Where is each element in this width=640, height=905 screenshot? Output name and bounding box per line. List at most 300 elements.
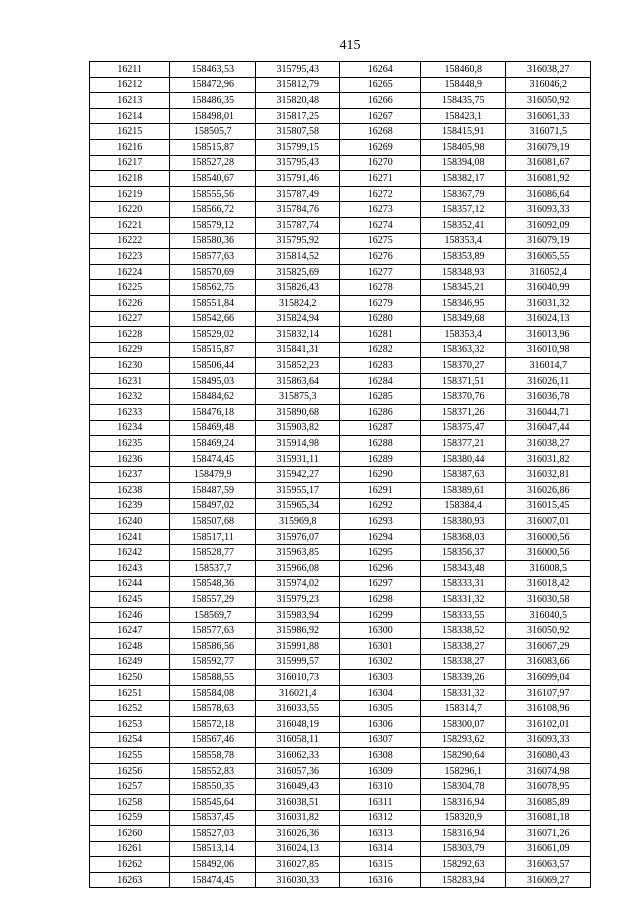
y-coordinate-right: 316000,56 bbox=[506, 545, 591, 561]
x-coordinate-left: 158552,83 bbox=[170, 763, 256, 779]
y-coordinate-left: 316024,13 bbox=[255, 841, 340, 857]
x-coordinate-right: 158333,55 bbox=[420, 607, 506, 623]
point-number-right: 16299 bbox=[340, 607, 420, 623]
table-row bbox=[90, 685, 591, 701]
x-coordinate-left: 158542,66 bbox=[170, 311, 256, 327]
y-coordinate-left: 315841,31 bbox=[255, 342, 340, 358]
x-coordinate-right: 158303,79 bbox=[420, 841, 506, 857]
table-row bbox=[90, 233, 591, 249]
point-number-right: 16302 bbox=[340, 654, 420, 670]
point-number-left: 16261 bbox=[90, 841, 170, 857]
x-coordinate-left: 158578,63 bbox=[170, 701, 256, 717]
point-number-left: 16246 bbox=[90, 607, 170, 623]
x-coordinate-right: 158377,21 bbox=[420, 436, 506, 452]
point-number-left: 16230 bbox=[90, 358, 170, 374]
x-coordinate-right: 158331,32 bbox=[420, 592, 506, 608]
x-coordinate-right: 158405,98 bbox=[420, 139, 506, 155]
x-coordinate-right: 158371,26 bbox=[420, 405, 506, 421]
point-number-right: 16308 bbox=[340, 748, 420, 764]
x-coordinate-left: 158588,55 bbox=[170, 670, 256, 686]
x-coordinate-left: 158474,45 bbox=[170, 451, 256, 467]
table-row bbox=[90, 716, 591, 732]
x-coordinate-left: 158555,56 bbox=[170, 186, 256, 202]
x-coordinate-left: 158540,67 bbox=[170, 171, 256, 187]
x-coordinate-left: 158586,56 bbox=[170, 638, 256, 654]
y-coordinate-left: 315991,88 bbox=[255, 638, 340, 654]
x-coordinate-right: 158423,1 bbox=[420, 108, 506, 124]
y-coordinate-left: 315890,68 bbox=[255, 405, 340, 421]
x-coordinate-left: 158463,53 bbox=[170, 62, 256, 78]
table-row bbox=[90, 373, 591, 389]
y-coordinate-left: 315976,07 bbox=[255, 529, 340, 545]
y-coordinate-left: 315817,25 bbox=[255, 108, 340, 124]
point-number-left: 16236 bbox=[90, 451, 170, 467]
point-number-left: 16244 bbox=[90, 576, 170, 592]
y-coordinate-left: 316058,11 bbox=[255, 732, 340, 748]
point-number-left: 16217 bbox=[90, 155, 170, 171]
point-number-right: 16295 bbox=[340, 545, 420, 561]
y-coordinate-left: 315914,98 bbox=[255, 436, 340, 452]
point-number-right: 16307 bbox=[340, 732, 420, 748]
point-number-left: 16221 bbox=[90, 217, 170, 233]
y-coordinate-left: 316027,85 bbox=[255, 857, 340, 873]
y-coordinate-right: 316050,92 bbox=[506, 93, 591, 109]
y-coordinate-right: 316015,45 bbox=[506, 498, 591, 514]
table-row bbox=[90, 857, 591, 873]
y-coordinate-right: 316008,5 bbox=[506, 561, 591, 577]
y-coordinate-left: 315784,76 bbox=[255, 202, 340, 218]
point-number-left: 16239 bbox=[90, 498, 170, 514]
table-row bbox=[90, 545, 591, 561]
x-coordinate-right: 158367,79 bbox=[420, 186, 506, 202]
y-coordinate-left: 316026,36 bbox=[255, 826, 340, 842]
x-coordinate-left: 158567,46 bbox=[170, 732, 256, 748]
x-coordinate-left: 158529,02 bbox=[170, 327, 256, 343]
table-row bbox=[90, 77, 591, 93]
y-coordinate-right: 316083,66 bbox=[506, 654, 591, 670]
x-coordinate-right: 158314,7 bbox=[420, 701, 506, 717]
y-coordinate-left: 315875,3 bbox=[255, 389, 340, 405]
point-number-left: 16225 bbox=[90, 280, 170, 296]
y-coordinate-right: 316102,01 bbox=[506, 716, 591, 732]
point-number-right: 16314 bbox=[340, 841, 420, 857]
table-row bbox=[90, 124, 591, 140]
point-number-left: 16257 bbox=[90, 779, 170, 795]
point-number-left: 16251 bbox=[90, 685, 170, 701]
x-coordinate-right: 158435,75 bbox=[420, 93, 506, 109]
x-coordinate-left: 158551,84 bbox=[170, 295, 256, 311]
y-coordinate-right: 316071,26 bbox=[506, 826, 591, 842]
point-number-left: 16249 bbox=[90, 654, 170, 670]
table-row bbox=[90, 93, 591, 109]
point-number-right: 16309 bbox=[340, 763, 420, 779]
y-coordinate-right: 316036,78 bbox=[506, 389, 591, 405]
point-number-right: 16300 bbox=[340, 623, 420, 639]
x-coordinate-left: 158498,01 bbox=[170, 108, 256, 124]
y-coordinate-left: 315825,69 bbox=[255, 264, 340, 280]
y-coordinate-right: 316081,92 bbox=[506, 171, 591, 187]
x-coordinate-right: 158387,63 bbox=[420, 467, 506, 483]
table-row bbox=[90, 701, 591, 717]
point-number-right: 16264 bbox=[340, 62, 420, 78]
point-number-left: 16213 bbox=[90, 93, 170, 109]
x-coordinate-right: 158389,61 bbox=[420, 483, 506, 499]
point-number-right: 16271 bbox=[340, 171, 420, 187]
table-row bbox=[90, 670, 591, 686]
y-coordinate-right: 316010,98 bbox=[506, 342, 591, 358]
y-coordinate-right: 316074,98 bbox=[506, 763, 591, 779]
table-row bbox=[90, 280, 591, 296]
point-number-right: 16282 bbox=[340, 342, 420, 358]
point-number-left: 16215 bbox=[90, 124, 170, 140]
point-number-left: 16252 bbox=[90, 701, 170, 717]
x-coordinate-right: 158349,68 bbox=[420, 311, 506, 327]
y-coordinate-right: 316107,97 bbox=[506, 685, 591, 701]
table-row bbox=[90, 155, 591, 171]
table-row bbox=[90, 529, 591, 545]
x-coordinate-right: 158363,32 bbox=[420, 342, 506, 358]
x-coordinate-right: 158338,52 bbox=[420, 623, 506, 639]
y-coordinate-right: 316038,27 bbox=[506, 436, 591, 452]
table-row bbox=[90, 389, 591, 405]
y-coordinate-right: 316013,96 bbox=[506, 327, 591, 343]
table-row bbox=[90, 872, 591, 888]
x-coordinate-left: 158569,7 bbox=[170, 607, 256, 623]
x-coordinate-left: 158487,59 bbox=[170, 483, 256, 499]
table-row bbox=[90, 186, 591, 202]
y-coordinate-left: 315979,23 bbox=[255, 592, 340, 608]
x-coordinate-right: 158338,27 bbox=[420, 638, 506, 654]
y-coordinate-right: 316044,71 bbox=[506, 405, 591, 421]
point-number-left: 16235 bbox=[90, 436, 170, 452]
x-coordinate-left: 158579,12 bbox=[170, 217, 256, 233]
y-coordinate-left: 315814,52 bbox=[255, 249, 340, 265]
point-number-left: 16223 bbox=[90, 249, 170, 265]
y-coordinate-left: 316031,82 bbox=[255, 810, 340, 826]
y-coordinate-left: 315963,85 bbox=[255, 545, 340, 561]
table-row bbox=[90, 826, 591, 842]
y-coordinate-right: 316018,42 bbox=[506, 576, 591, 592]
table-row bbox=[90, 467, 591, 483]
x-coordinate-right: 158353,4 bbox=[420, 233, 506, 249]
y-coordinate-left: 316010,73 bbox=[255, 670, 340, 686]
y-coordinate-left: 315983,94 bbox=[255, 607, 340, 623]
point-number-right: 16269 bbox=[340, 139, 420, 155]
y-coordinate-left: 315852,23 bbox=[255, 358, 340, 374]
table-row bbox=[90, 436, 591, 452]
y-coordinate-left: 316048,19 bbox=[255, 716, 340, 732]
y-coordinate-right: 316040,5 bbox=[506, 607, 591, 623]
x-coordinate-right: 158300,07 bbox=[420, 716, 506, 732]
point-number-right: 16312 bbox=[340, 810, 420, 826]
table-row bbox=[90, 217, 591, 233]
table-row bbox=[90, 841, 591, 857]
x-coordinate-left: 158577,63 bbox=[170, 249, 256, 265]
x-coordinate-right: 158371,51 bbox=[420, 373, 506, 389]
y-coordinate-left: 315966,08 bbox=[255, 561, 340, 577]
x-coordinate-left: 158557,29 bbox=[170, 592, 256, 608]
x-coordinate-left: 158548,36 bbox=[170, 576, 256, 592]
y-coordinate-right: 316050,92 bbox=[506, 623, 591, 639]
x-coordinate-left: 158517,11 bbox=[170, 529, 256, 545]
y-coordinate-right: 316052,4 bbox=[506, 264, 591, 280]
y-coordinate-left: 316062,33 bbox=[255, 748, 340, 764]
x-coordinate-left: 158558,78 bbox=[170, 748, 256, 764]
point-number-right: 16287 bbox=[340, 420, 420, 436]
table-row bbox=[90, 451, 591, 467]
x-coordinate-right: 158382,17 bbox=[420, 171, 506, 187]
point-number-right: 16284 bbox=[340, 373, 420, 389]
x-coordinate-left: 158484,62 bbox=[170, 389, 256, 405]
x-coordinate-left: 158566,72 bbox=[170, 202, 256, 218]
point-number-right: 16266 bbox=[340, 93, 420, 109]
point-number-right: 16268 bbox=[340, 124, 420, 140]
y-coordinate-right: 316099,04 bbox=[506, 670, 591, 686]
point-number-left: 16262 bbox=[90, 857, 170, 873]
point-number-left: 16254 bbox=[90, 732, 170, 748]
point-number-right: 16278 bbox=[340, 280, 420, 296]
x-coordinate-left: 158479,9 bbox=[170, 467, 256, 483]
x-coordinate-right: 158283,94 bbox=[420, 872, 506, 888]
point-number-left: 16228 bbox=[90, 327, 170, 343]
point-number-right: 16274 bbox=[340, 217, 420, 233]
x-coordinate-right: 158338,27 bbox=[420, 654, 506, 670]
y-coordinate-left: 315812,79 bbox=[255, 77, 340, 93]
y-coordinate-right: 316069,27 bbox=[506, 872, 591, 888]
y-coordinate-left: 316057,36 bbox=[255, 763, 340, 779]
point-number-left: 16258 bbox=[90, 794, 170, 810]
x-coordinate-left: 158469,48 bbox=[170, 420, 256, 436]
x-coordinate-left: 158527,03 bbox=[170, 826, 256, 842]
y-coordinate-right: 316007,01 bbox=[506, 514, 591, 530]
x-coordinate-right: 158375,47 bbox=[420, 420, 506, 436]
point-number-right: 16286 bbox=[340, 405, 420, 421]
table-row bbox=[90, 638, 591, 654]
point-number-right: 16296 bbox=[340, 561, 420, 577]
table-row bbox=[90, 561, 591, 577]
point-number-left: 16216 bbox=[90, 139, 170, 155]
table-row bbox=[90, 420, 591, 436]
x-coordinate-right: 158353,89 bbox=[420, 249, 506, 265]
y-coordinate-left: 315969,8 bbox=[255, 514, 340, 530]
point-number-left: 16234 bbox=[90, 420, 170, 436]
x-coordinate-right: 158316,94 bbox=[420, 794, 506, 810]
point-number-right: 16311 bbox=[340, 794, 420, 810]
y-coordinate-right: 316061,33 bbox=[506, 108, 591, 124]
point-number-left: 16253 bbox=[90, 716, 170, 732]
y-coordinate-left: 315974,02 bbox=[255, 576, 340, 592]
point-number-right: 16283 bbox=[340, 358, 420, 374]
point-number-right: 16270 bbox=[340, 155, 420, 171]
point-number-right: 16279 bbox=[340, 295, 420, 311]
point-number-right: 16292 bbox=[340, 498, 420, 514]
y-coordinate-right: 316031,82 bbox=[506, 451, 591, 467]
y-coordinate-right: 316078,95 bbox=[506, 779, 591, 795]
y-coordinate-left: 316030,33 bbox=[255, 872, 340, 888]
y-coordinate-left: 315863,64 bbox=[255, 373, 340, 389]
y-coordinate-right: 316063,57 bbox=[506, 857, 591, 873]
y-coordinate-left: 316021,4 bbox=[255, 685, 340, 701]
y-coordinate-left: 315824,94 bbox=[255, 311, 340, 327]
y-coordinate-left: 315787,74 bbox=[255, 217, 340, 233]
x-coordinate-right: 158415,91 bbox=[420, 124, 506, 140]
table-row bbox=[90, 358, 591, 374]
x-coordinate-left: 158476,18 bbox=[170, 405, 256, 421]
point-number-left: 16256 bbox=[90, 763, 170, 779]
y-coordinate-left: 315787,49 bbox=[255, 186, 340, 202]
coordinates-table-body bbox=[90, 62, 591, 888]
x-coordinate-right: 158296,1 bbox=[420, 763, 506, 779]
x-coordinate-left: 158474,45 bbox=[170, 872, 256, 888]
table-row bbox=[90, 139, 591, 155]
x-coordinate-left: 158580,36 bbox=[170, 233, 256, 249]
table-row bbox=[90, 202, 591, 218]
table-row bbox=[90, 592, 591, 608]
x-coordinate-left: 158562,75 bbox=[170, 280, 256, 296]
x-coordinate-right: 158346,95 bbox=[420, 295, 506, 311]
x-coordinate-right: 158293,62 bbox=[420, 732, 506, 748]
y-coordinate-right: 316092,09 bbox=[506, 217, 591, 233]
x-coordinate-right: 158394,08 bbox=[420, 155, 506, 171]
y-coordinate-left: 316038,51 bbox=[255, 794, 340, 810]
y-coordinate-right: 316032,81 bbox=[506, 467, 591, 483]
y-coordinate-left: 315832,14 bbox=[255, 327, 340, 343]
point-number-left: 16211 bbox=[90, 62, 170, 78]
point-number-left: 16259 bbox=[90, 810, 170, 826]
y-coordinate-right: 316067,29 bbox=[506, 638, 591, 654]
table-row bbox=[90, 295, 591, 311]
coordinates-table bbox=[89, 61, 591, 888]
y-coordinate-left: 316049,43 bbox=[255, 779, 340, 795]
y-coordinate-right: 316061,09 bbox=[506, 841, 591, 857]
page-number: 415 bbox=[339, 38, 361, 53]
x-coordinate-left: 158577,63 bbox=[170, 623, 256, 639]
table-row bbox=[90, 794, 591, 810]
table-row bbox=[90, 62, 591, 78]
point-number-right: 16297 bbox=[340, 576, 420, 592]
x-coordinate-left: 158545,64 bbox=[170, 794, 256, 810]
point-number-right: 16280 bbox=[340, 311, 420, 327]
x-coordinate-right: 158368,03 bbox=[420, 529, 506, 545]
y-coordinate-right: 316079,19 bbox=[506, 139, 591, 155]
y-coordinate-right: 316065,55 bbox=[506, 249, 591, 265]
point-number-right: 16272 bbox=[340, 186, 420, 202]
y-coordinate-right: 316108,96 bbox=[506, 701, 591, 717]
point-number-right: 16306 bbox=[340, 716, 420, 732]
x-coordinate-right: 158356,37 bbox=[420, 545, 506, 561]
table-row bbox=[90, 108, 591, 124]
table-row bbox=[90, 342, 591, 358]
point-number-right: 16277 bbox=[340, 264, 420, 280]
x-coordinate-left: 158572,18 bbox=[170, 716, 256, 732]
point-number-left: 16263 bbox=[90, 872, 170, 888]
x-coordinate-right: 158320,9 bbox=[420, 810, 506, 826]
table-row bbox=[90, 514, 591, 530]
y-coordinate-left: 315807,58 bbox=[255, 124, 340, 140]
point-number-left: 16242 bbox=[90, 545, 170, 561]
point-number-right: 16305 bbox=[340, 701, 420, 717]
table-row bbox=[90, 311, 591, 327]
x-coordinate-right: 158292,63 bbox=[420, 857, 506, 873]
point-number-right: 16301 bbox=[340, 638, 420, 654]
point-number-right: 16294 bbox=[340, 529, 420, 545]
point-number-left: 16260 bbox=[90, 826, 170, 842]
table-row bbox=[90, 249, 591, 265]
point-number-left: 16229 bbox=[90, 342, 170, 358]
x-coordinate-right: 158448,9 bbox=[420, 77, 506, 93]
y-coordinate-left: 315820,48 bbox=[255, 93, 340, 109]
y-coordinate-right: 316024,13 bbox=[506, 311, 591, 327]
point-number-left: 16238 bbox=[90, 483, 170, 499]
point-number-right: 16267 bbox=[340, 108, 420, 124]
x-coordinate-left: 158592,77 bbox=[170, 654, 256, 670]
x-coordinate-right: 158343,48 bbox=[420, 561, 506, 577]
y-coordinate-right: 316026,11 bbox=[506, 373, 591, 389]
table-row bbox=[90, 810, 591, 826]
point-number-right: 16293 bbox=[340, 514, 420, 530]
y-coordinate-left: 315795,43 bbox=[255, 155, 340, 171]
y-coordinate-left: 315942,27 bbox=[255, 467, 340, 483]
x-coordinate-left: 158515,87 bbox=[170, 342, 256, 358]
point-number-left: 16218 bbox=[90, 171, 170, 187]
x-coordinate-left: 158486,35 bbox=[170, 93, 256, 109]
y-coordinate-right: 316031,32 bbox=[506, 295, 591, 311]
x-coordinate-left: 158497,02 bbox=[170, 498, 256, 514]
point-number-left: 16222 bbox=[90, 233, 170, 249]
x-coordinate-right: 158357,12 bbox=[420, 202, 506, 218]
x-coordinate-right: 158316,94 bbox=[420, 826, 506, 842]
point-number-right: 16281 bbox=[340, 327, 420, 343]
table-row bbox=[90, 732, 591, 748]
x-coordinate-left: 158550,35 bbox=[170, 779, 256, 795]
y-coordinate-right: 316081,18 bbox=[506, 810, 591, 826]
y-coordinate-right: 316040,99 bbox=[506, 280, 591, 296]
x-coordinate-left: 158505,7 bbox=[170, 124, 256, 140]
y-coordinate-left: 315986,92 bbox=[255, 623, 340, 639]
y-coordinate-right: 316079,19 bbox=[506, 233, 591, 249]
x-coordinate-right: 158333,31 bbox=[420, 576, 506, 592]
point-number-right: 16304 bbox=[340, 685, 420, 701]
x-coordinate-left: 158472,96 bbox=[170, 77, 256, 93]
table-row bbox=[90, 498, 591, 514]
point-number-left: 16231 bbox=[90, 373, 170, 389]
point-number-left: 16220 bbox=[90, 202, 170, 218]
point-number-left: 16227 bbox=[90, 311, 170, 327]
y-coordinate-left: 315965,34 bbox=[255, 498, 340, 514]
table-row bbox=[90, 264, 591, 280]
x-coordinate-right: 158331,32 bbox=[420, 685, 506, 701]
table-row bbox=[90, 623, 591, 639]
x-coordinate-right: 158384,4 bbox=[420, 498, 506, 514]
y-coordinate-right: 316071,5 bbox=[506, 124, 591, 140]
point-number-right: 16313 bbox=[340, 826, 420, 842]
x-coordinate-left: 158506,44 bbox=[170, 358, 256, 374]
point-number-left: 16243 bbox=[90, 561, 170, 577]
table-row bbox=[90, 483, 591, 499]
y-coordinate-left: 315903,82 bbox=[255, 420, 340, 436]
x-coordinate-right: 158353,4 bbox=[420, 327, 506, 343]
table-row bbox=[90, 576, 591, 592]
y-coordinate-right: 316081,67 bbox=[506, 155, 591, 171]
point-number-left: 16248 bbox=[90, 638, 170, 654]
table-row bbox=[90, 607, 591, 623]
y-coordinate-left: 315824,2 bbox=[255, 295, 340, 311]
point-number-left: 16214 bbox=[90, 108, 170, 124]
table-row bbox=[90, 405, 591, 421]
table-row bbox=[90, 748, 591, 764]
point-number-left: 16226 bbox=[90, 295, 170, 311]
y-coordinate-left: 315795,92 bbox=[255, 233, 340, 249]
